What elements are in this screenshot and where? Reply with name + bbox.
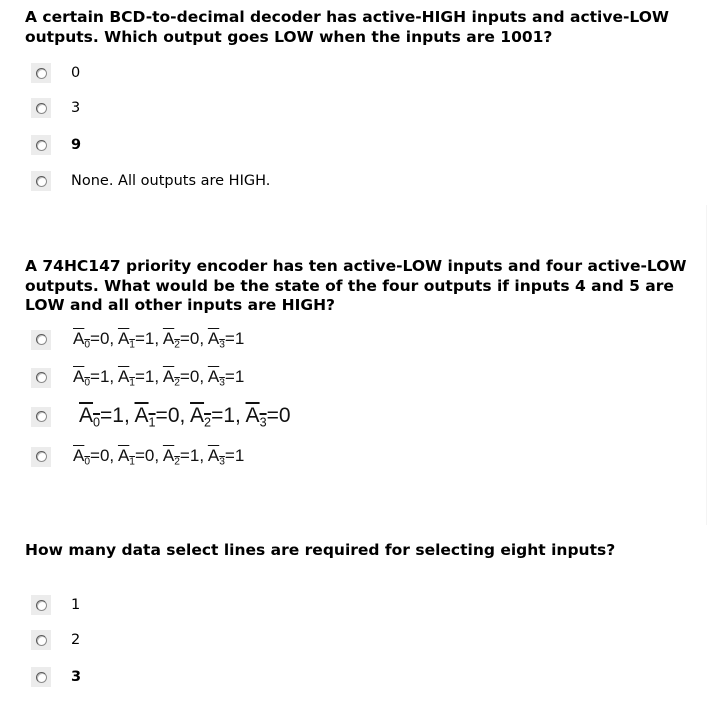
option-equation: $A_0=0$, $A_1=0$, $A_2=1$, $A_3=1$ <box>73 446 245 468</box>
option-label: 1 <box>71 597 81 613</box>
q2-option-1[interactable] <box>31 367 244 389</box>
radio-button[interactable] <box>36 672 47 683</box>
question-3-text: How many data select lines are required for selecting eight inputs? <box>25 541 616 559</box>
option-equation: $A_0=1$, $A_1=0$, $A_2=1$, $A_3=0$ <box>79 404 291 430</box>
option-label: 3 <box>71 100 81 116</box>
radio-button[interactable] <box>36 176 47 187</box>
option-label: 9 <box>71 137 82 153</box>
option-label: None. All outputs are HIGH. <box>71 173 271 189</box>
q1-option-1[interactable] <box>31 98 80 118</box>
option-equation: $A_0=0$, $A_1=1$, $A_2=0$, $A_3=1$ <box>73 329 245 351</box>
radio-button[interactable] <box>36 334 47 345</box>
radio-button[interactable] <box>36 600 47 611</box>
radio-button[interactable] <box>36 451 47 462</box>
q3-option-0[interactable] <box>31 595 80 615</box>
q3-option-1[interactable] <box>31 630 80 650</box>
q2-option-2[interactable] <box>31 404 291 429</box>
q1-option-3[interactable] <box>31 171 270 191</box>
q1-option-2[interactable] <box>31 135 81 155</box>
radio-button[interactable] <box>36 635 47 646</box>
radio-button[interactable] <box>36 411 47 422</box>
question-2-text: A 74HC147 priority encoder has ten active-LOW inputs and four active-LOW outputs. What would be the state of the four outputs if inputs 4 and 5 are LOW and all other inputs are HIGH? <box>25 257 687 314</box>
q1-option-0[interactable] <box>31 63 80 83</box>
option-label: 3 <box>71 669 82 685</box>
divider <box>706 205 707 525</box>
question-1-text: A certain BCD-to-decimal decoder has active-HIGH inputs and active-LOW outputs. Which output goes LOW when the inputs are 1001? <box>25 8 670 46</box>
radio-button[interactable] <box>36 140 47 151</box>
option-label: 2 <box>71 632 81 648</box>
radio-button[interactable] <box>36 372 47 383</box>
option-label: 0 <box>71 65 81 81</box>
option-equation: $A_0=1$, $A_1=1$, $A_2=0$, $A_3=1$ <box>73 367 245 389</box>
q3-option-2[interactable] <box>31 667 81 687</box>
radio-button[interactable] <box>36 68 47 79</box>
radio-button[interactable] <box>36 103 47 114</box>
q2-option-3[interactable] <box>31 446 244 468</box>
q2-option-0[interactable] <box>31 329 244 351</box>
